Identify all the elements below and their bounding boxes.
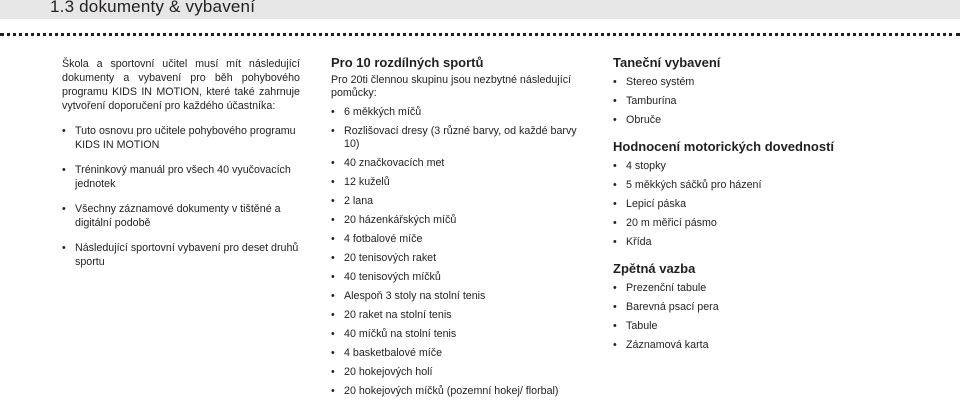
- motor-skills-list: [613, 160, 853, 249]
- list-item: • Alespoň 3 stoly na stolní tenis: [331, 290, 586, 303]
- middle-column: [331, 55, 586, 398]
- list-item: • 20 házenkářských míčů: [331, 214, 586, 227]
- list-item: • Tuto osnovu pro učitele pohybového programu KIDS IN MOTION: [62, 124, 300, 152]
- list-item: • Záznamová karta: [613, 339, 853, 352]
- sports-equipment-list: [331, 106, 586, 398]
- list-item: • Rozlišovací dresy (3 různé barvy, od každé barvy 10): [331, 125, 586, 151]
- list-item: • Následující sportovní vybavení pro deset druhů sportu: [62, 241, 300, 269]
- sports-equipment-heading: Pro 10 rozdílných sportů: [331, 55, 484, 70]
- list-item: • 20 hokejových holí: [331, 366, 586, 379]
- list-item: • Stereo systém: [613, 76, 853, 89]
- feedback-list: [613, 282, 853, 352]
- list-item: • 6 měkkých míčů: [331, 106, 586, 119]
- list-item: • 4 fotbalové míče: [331, 233, 586, 246]
- list-item: • Tréninkový manuál pro všech 40 vyučovacích jednotek: [62, 163, 300, 191]
- list-item: • 40 značkovacích met: [331, 157, 586, 170]
- list-item: • 4 basketbalové míče: [331, 347, 586, 360]
- section-header-band: [0, 0, 960, 19]
- list-item: • Křída: [613, 236, 853, 249]
- list-item: • 20 m měřicí pásmo: [613, 217, 853, 230]
- list-item: • 20 raket na stolní tenis: [331, 309, 586, 322]
- dance-equipment-heading: Taneční vybavení: [613, 55, 721, 70]
- list-item: • 20 hokejových míčků (pozemní hokej/ florbal): [331, 385, 586, 398]
- list-item: • 40 míčků na stolní tenis: [331, 328, 586, 341]
- left-column: [62, 57, 300, 269]
- dotted-divider: [0, 33, 960, 36]
- list-item: • Barevná psací pera: [613, 301, 853, 314]
- list-item: • 5 měkkých sáčků pro házení: [613, 179, 853, 192]
- list-item: • Všechny záznamové dokumenty v tištěné a digitální podobě: [62, 202, 300, 230]
- motor-skills-heading: Hodnocení motorických dovedností: [613, 139, 835, 154]
- sports-equipment-intro: Pro 20ti člennou skupinu jsou nezbytné následující pomůcky:: [331, 74, 572, 99]
- list-item: • Tabule: [613, 320, 853, 333]
- list-item: • Obruče: [613, 114, 853, 127]
- dance-equipment-list: [613, 76, 853, 127]
- list-item: • 4 stopky: [613, 160, 853, 173]
- feedback-heading: Zpětná vazba: [613, 261, 696, 276]
- list-item: • Tamburína: [613, 95, 853, 108]
- list-item: • Lepicí páska: [613, 198, 853, 211]
- list-item: • 2 lana: [331, 195, 586, 208]
- list-item: • Prezenční tabule: [613, 282, 853, 295]
- list-item: • 12 kuželů: [331, 176, 586, 189]
- list-item: • 40 tenisových míčků: [331, 271, 586, 284]
- list-item: • 20 tenisových raket: [331, 252, 586, 265]
- right-column: [613, 55, 853, 352]
- left-bullet-list: [62, 124, 300, 269]
- left-intro-paragraph: Škola a sportovní učitel musí mít následující dokumenty a vybavení pro běh pohybového programu KIDS IN MOTION, které také zahrnuje vytvoření doporučení pro každého účastníka:: [62, 58, 300, 112]
- section-title: 1.3 dokumenty & vybavení: [50, 0, 256, 16]
